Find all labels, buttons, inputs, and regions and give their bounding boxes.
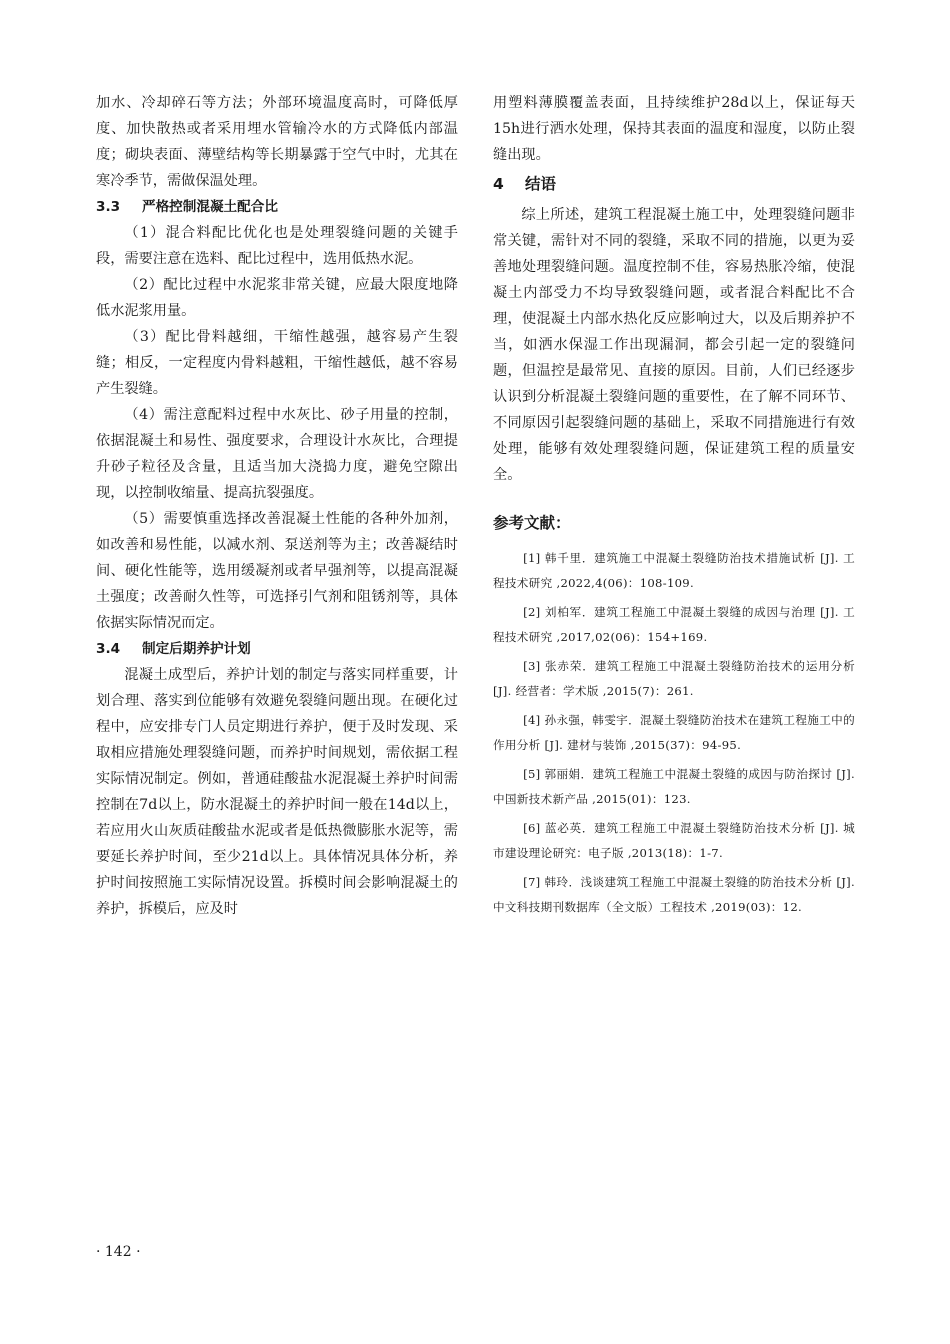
section-paragraph: 混凝土成型后，养护计划的制定与落实同样重要，计划合理、落实到位能够有效避免裂缝问题出现。在硬化过程中，应安排专门人员定期进行养护，便于及时发现、采取相应措施处理裂缝问题，而养护时间规划，需依据工程实际情况制定。例如，普通硅酸盐水泥混凝土养护时间需控制在7d以上，防水混凝土的养护时间一般在14d以上，若应用火山灰质硅酸盐水泥或者是低热微膨胀水泥等，需要延长养护时间，至少21d以上。具体情况具体分析，养护时间按照施工实际情况设置。拆模时间会影响混凝土的养护，拆模后，应及时	[96, 667, 458, 917]
continued-paragraph: 加水、冷却碎石等方法；外部环境温度高时，可降低厚度、加快散热或者采用埋水管输冷水的方式降低内部温度；砌块表面、薄壁结构等长期暴露于空气中时，尤其在寒冷季节，需做保温处理。	[96, 95, 458, 189]
reference-item: [6] 蓝必英．建筑工程施工中混凝土裂缝防治技术分析 [J]. 城市建设理论研究：电子版 ,2013(18)：1-7.	[493, 821, 855, 860]
section-number: 4	[493, 175, 504, 193]
left-column	[96, 90, 458, 922]
list-item: （4）需注意配料过程中水灰比、砂子用量的控制，依据混凝土和易性、强度要求，合理设计水灰比，合理提升砂子粒径及含量，且适当加大浇捣力度，避免空隙出现，以控制收缩量、提高抗裂强度。	[96, 407, 458, 501]
continued-paragraph: 用塑料薄膜覆盖表面，且持续维护28d以上，保证每天15h进行洒水处理，保持其表面的温度和湿度，以防止裂缝出现。	[493, 95, 855, 163]
section-title: 严格控制混凝土配合比	[142, 199, 278, 215]
page-number: · 142 ·	[96, 1244, 141, 1260]
section-number: 3.4	[96, 641, 121, 657]
references-list	[493, 546, 855, 920]
references-heading: 参考文献：	[493, 514, 571, 532]
reference-item: [3] 张赤荣．建筑工程施工中混凝土裂缝防治技术的运用分析 [J]. 经营者：学术版 ,2015(7)：261.	[493, 659, 855, 698]
section-number: 3.3	[96, 199, 121, 215]
section-4-heading	[493, 171, 855, 197]
section-3-4-heading	[96, 636, 458, 662]
list-item: （3）配比骨料越细，干缩性越强，越容易产生裂缝；相反，一定程度内骨料越粗，干缩性越低，越不容易产生裂缝。	[96, 329, 458, 397]
section-3-3-heading	[96, 194, 458, 220]
reference-item: [2] 刘柏军．建筑工程施工中混凝土裂缝的成因与治理 [J]. 工程技术研究 ,2017,02(06)：154+169.	[493, 605, 855, 644]
reference-item: [5] 郭丽娟．建筑工程施工中混凝土裂缝的成因与防治探讨 [J]. 中国新技术新产品 ,2015(01)：123.	[493, 767, 855, 806]
list-item: （5）需要慎重选择改善混凝土性能的各种外加剂，如改善和易性能，以减水剂、泵送剂等为主；改善凝结时间、硬化性能等，选用缓凝剂或者早强剂等，以提高混凝土强度；改善耐久性等，可选择引气剂和阻锈剂等，具体依据实际情况而定。	[96, 511, 458, 631]
reference-item: [4] 孙永强，韩雯宇．混凝土裂缝防治技术在建筑工程施工中的作用分析 [J]. 建材与装饰 ,2015(37)：94-95.	[493, 713, 855, 752]
list-item: （1）混合料配比优化也是处理裂缝问题的关键手段，需要注意在选料、配比过程中，选用低热水泥。	[96, 225, 458, 267]
right-column	[493, 90, 855, 924]
reference-item: [1] 韩千里．建筑施工中混凝土裂缝防治技术措施试析 [J]. 工程技术研究 ,2022,4(06)：108-109.	[493, 551, 855, 590]
reference-item: [7] 韩玲．浅谈建筑工程施工中混凝土裂缝的防治技术分析 [J]. 中文科技期刊数据库（全文版）工程技术 ,2019(03)：12.	[493, 875, 855, 914]
list-item: （2）配比过程中水泥浆非常关键，应最大限度地降低水泥浆用量。	[96, 277, 458, 319]
conclusion-paragraph: 综上所述，建筑工程混凝土施工中，处理裂缝问题非常关键，需针对不同的裂缝，采取不同的措施，以更为妥善地处理裂缝问题。温度控制不佳，容易热胀冷缩，使混凝土内部受力不均导致裂缝问题，或者混合料配比不合理，使混凝土内部水热化反应影响过大，以及后期养护不当，如洒水保湿工作出现漏洞，都会引起一定的裂缝问题，但温控是最常见、直接的原因。目前，人们已经逐步认识到分析混凝土裂缝问题的重要性，在了解不同环节、不同原因引起裂缝问题的基础上，采取不同措施进行有效处理，能够有效处理裂缝问题，保证建筑工程的质量安全。	[493, 207, 855, 483]
section-title: 制定后期养护计划	[142, 641, 251, 657]
section-title: 结语	[525, 175, 557, 193]
